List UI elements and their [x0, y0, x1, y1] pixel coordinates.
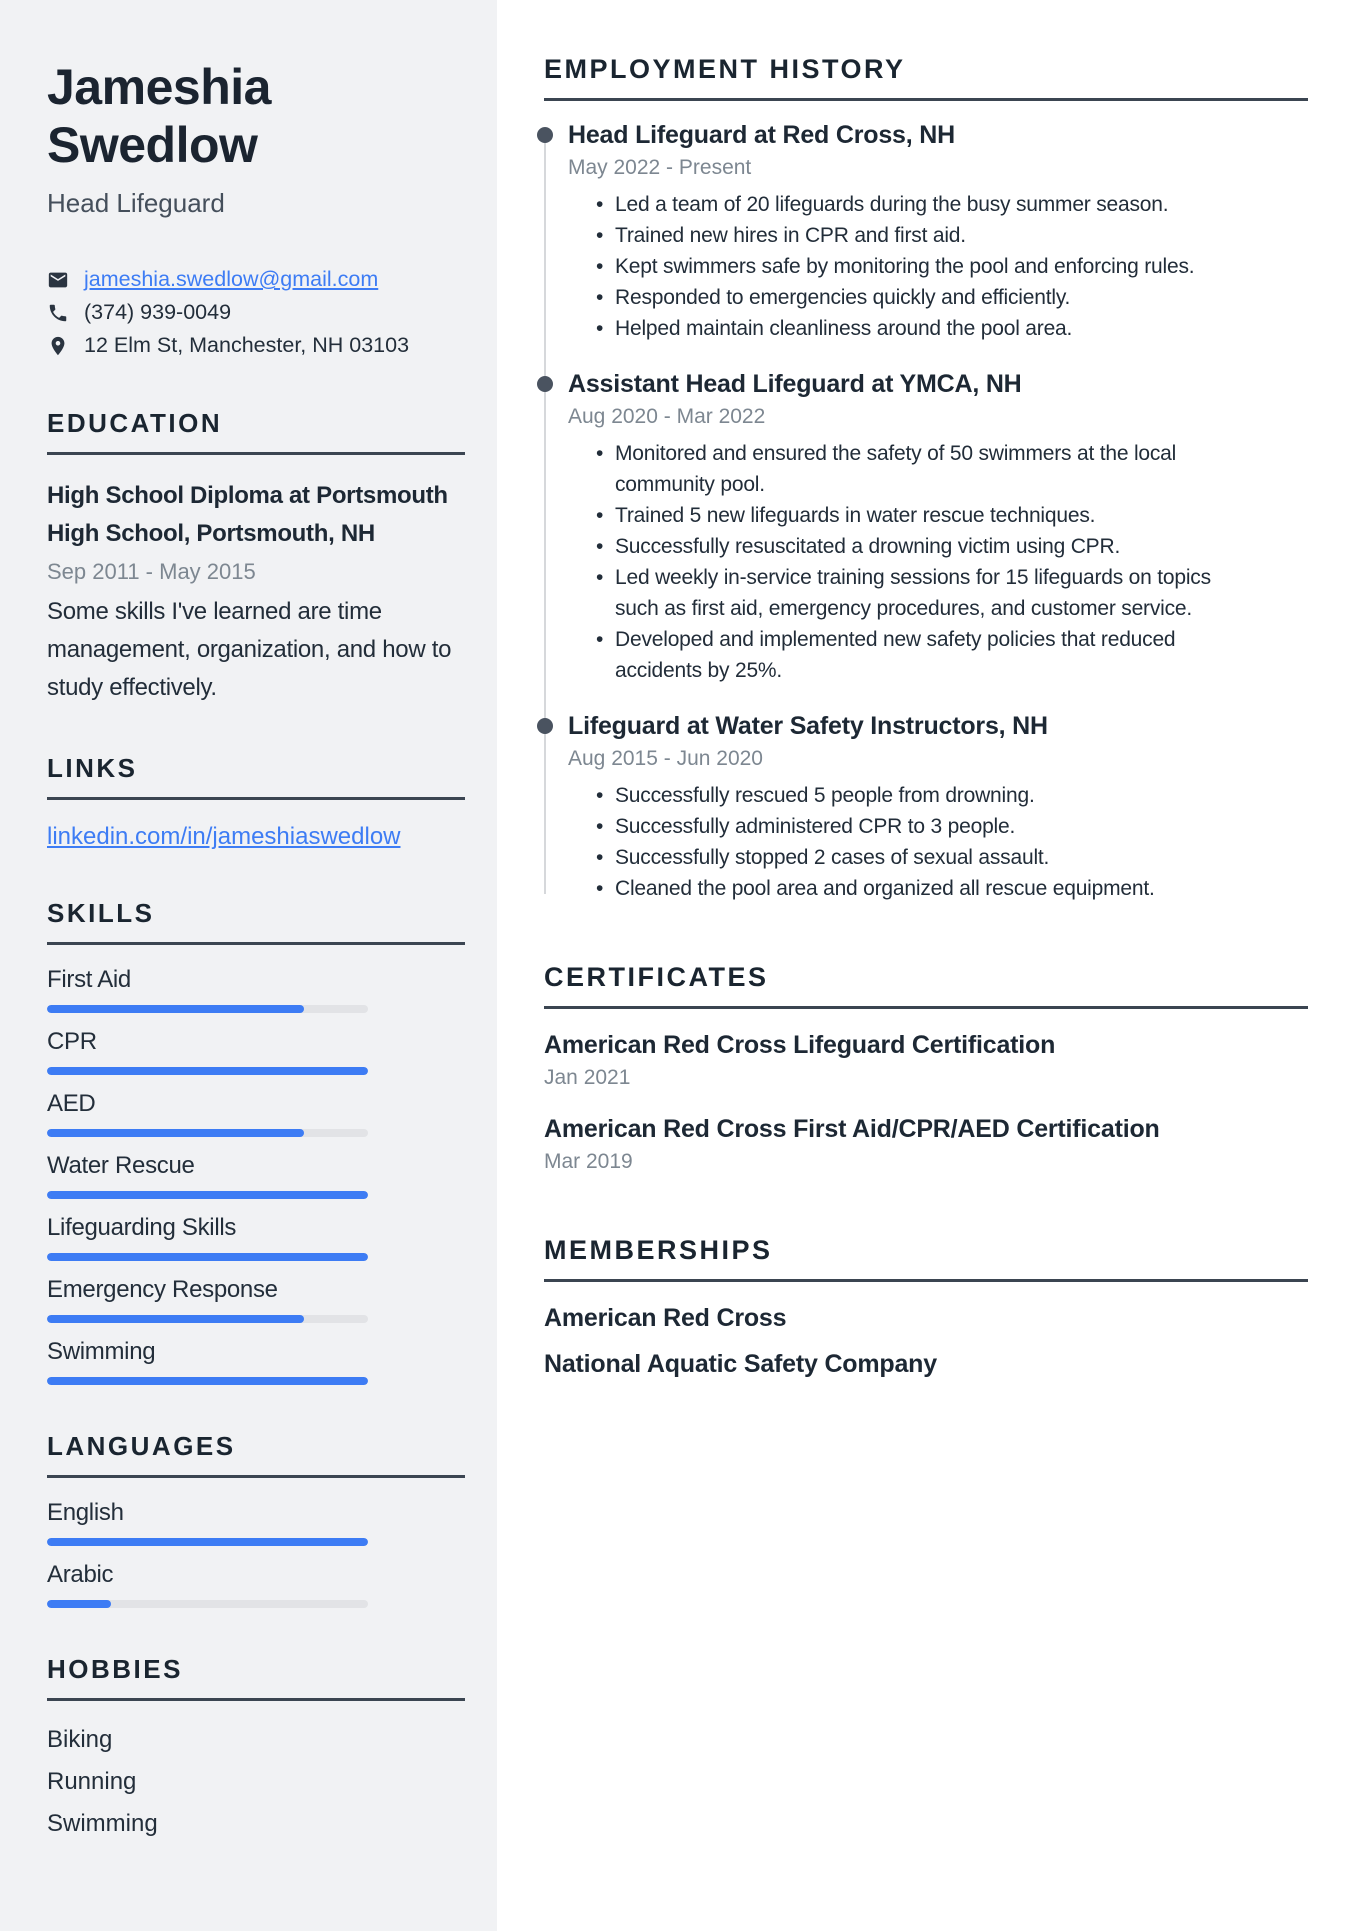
address-text: 12 Elm St, Manchester, NH 03103 [84, 333, 410, 357]
language-bar-fill [47, 1538, 368, 1546]
skill-item [47, 1151, 465, 1199]
skill-label: Emergency Response [47, 1276, 278, 1303]
skill-bar [47, 1005, 368, 1013]
links-heading: LINKS [47, 751, 465, 800]
skill-bar [47, 1067, 368, 1075]
person-name: Jameshia Swedlow [47, 59, 271, 173]
job-bullet: • Successfully resuscitated a drowning victim using CPR. [596, 531, 1256, 562]
job-bullet: • Trained new hires in CPR and first aid. [596, 220, 1256, 251]
links-list [47, 822, 465, 852]
job-title: Head Lifeguard at Red Cross, NH [568, 121, 955, 149]
job-entry [544, 368, 1308, 686]
skill-item [47, 1027, 465, 1075]
hobby-item: Biking [47, 1726, 113, 1753]
employment-heading: EMPLOYMENT HISTORY [544, 52, 1308, 101]
timeline-dot-icon [537, 376, 553, 392]
skill-bar [47, 1253, 368, 1261]
education-heading: EDUCATION [47, 406, 465, 455]
email-link[interactable]: jameshia.swedlow@gmail.com [84, 267, 379, 291]
phone-number: (374) 939-0049 [84, 300, 232, 324]
sidebar [0, 0, 497, 1931]
education-section [47, 406, 465, 707]
certificate-name: American Red Cross First Aid/CPR/AED Certification [544, 1115, 1160, 1143]
employment-section [544, 52, 1308, 904]
languages-list [47, 1498, 465, 1608]
skill-item [47, 965, 465, 1013]
skill-label: First Aid [47, 966, 131, 993]
job-date: May 2022 - Present [568, 156, 752, 179]
timeline-dot-icon [537, 718, 553, 734]
skill-bar-fill [47, 1067, 368, 1075]
certificate-name: American Red Cross Lifeguard Certification [544, 1031, 1056, 1059]
skill-label: Lifeguarding Skills [47, 1214, 237, 1241]
certificates-list [544, 1029, 1308, 1177]
contact-block [47, 263, 465, 362]
languages-section [47, 1429, 465, 1608]
job-entry [544, 119, 1308, 344]
job-entry [544, 710, 1308, 904]
job-bullet-list [568, 780, 1308, 904]
job-bullet: • Led weekly in-service training sessions for 15 lifeguards on topics such as first aid, emergency procedures, and customer service. [596, 562, 1256, 624]
skill-item [47, 1089, 465, 1137]
timeline-dot-icon [537, 127, 553, 143]
job-bullet: • Successfully rescued 5 people from drowning. [596, 780, 1256, 811]
language-bar [47, 1600, 368, 1608]
job-bullet: • Successfully administered CPR to 3 people. [596, 811, 1256, 842]
skill-bar-fill [47, 1315, 304, 1323]
job-bullet: • Kept swimmers safe by monitoring the pool and enforcing rules. [596, 251, 1256, 282]
skill-item [47, 1337, 465, 1385]
skill-label: Swimming [47, 1338, 156, 1365]
skill-label: AED [47, 1090, 96, 1117]
memberships-list [544, 1302, 1308, 1380]
language-bar [47, 1538, 368, 1546]
skill-item [47, 1213, 465, 1261]
education-description: Some skills I've learned are time management, organization, and how to study effectively. [47, 598, 452, 701]
skill-bar [47, 1377, 368, 1385]
language-label: English [47, 1499, 124, 1526]
skill-bar-fill [47, 1253, 368, 1261]
job-bullet: • Developed and implemented new safety policies that reduced accidents by 25%. [596, 624, 1256, 686]
skills-list [47, 965, 465, 1385]
job-bullet: • Monitored and ensured the safety of 50 swimmers at the local community pool. [596, 438, 1256, 500]
skill-bar [47, 1191, 368, 1199]
contact-address-row [47, 329, 465, 362]
language-item [47, 1560, 465, 1608]
location-pin-icon [47, 335, 69, 357]
hobby-item: Running [47, 1768, 137, 1795]
skills-section [47, 896, 465, 1385]
job-bullet: • Led a team of 20 lifeguards during the busy summer season. [596, 189, 1256, 220]
certificate-date: Jan 2021 [544, 1066, 631, 1089]
certificate-date: Mar 2019 [544, 1150, 633, 1173]
skill-bar-fill [47, 1005, 304, 1013]
membership-item: American Red Cross [544, 1304, 787, 1332]
certificates-section [544, 960, 1308, 1177]
memberships-section [544, 1233, 1308, 1380]
job-date: Aug 2020 - Mar 2022 [568, 405, 766, 428]
language-bar-fill [47, 1600, 111, 1608]
main-column [497, 0, 1366, 1931]
hobbies-list [47, 1719, 465, 1845]
phone-icon [47, 302, 69, 324]
contact-email-row [47, 263, 465, 296]
skills-heading: SKILLS [47, 896, 465, 945]
education-date: Sep 2011 - May 2015 [47, 559, 256, 584]
job-bullet: • Cleaned the pool area and organized all rescue equipment. [596, 873, 1256, 904]
job-bullet: • Helped maintain cleanliness around the pool area. [596, 313, 1256, 344]
hobbies-section [47, 1652, 465, 1845]
job-title: Assistant Head Lifeguard at YMCA, NH [568, 370, 1022, 398]
skill-item [47, 1275, 465, 1323]
certificate-item [544, 1113, 1308, 1177]
job-bullet: • Successfully stopped 2 cases of sexual assault. [596, 842, 1256, 873]
links-section [47, 751, 465, 852]
job-bullet-list [568, 438, 1308, 686]
certificate-item [544, 1029, 1308, 1093]
skill-bar-fill [47, 1129, 304, 1137]
language-label: Arabic [47, 1561, 114, 1588]
skill-bar-fill [47, 1191, 368, 1199]
memberships-heading: MEMBERSHIPS [544, 1233, 1308, 1282]
skill-bar [47, 1129, 368, 1137]
job-date: Aug 2015 - Jun 2020 [568, 747, 763, 770]
job-title: Lifeguard at Water Safety Instructors, NH [568, 712, 1048, 740]
certificates-heading: CERTIFICATES [544, 960, 1308, 1009]
skill-bar [47, 1315, 368, 1323]
job-bullet: • Trained 5 new lifeguards in water rescue techniques. [596, 500, 1256, 531]
hobby-item: Swimming [47, 1810, 158, 1837]
skill-label: CPR [47, 1028, 97, 1055]
job-bullet-list [568, 189, 1308, 344]
person-job-title: Head Lifeguard [47, 188, 225, 218]
mail-icon [47, 269, 69, 291]
employment-timeline [544, 119, 1308, 904]
hobbies-heading: HOBBIES [47, 1652, 465, 1701]
education-degree: High School Diploma at Portsmouth High School, Portsmouth, NH [47, 482, 448, 547]
skill-bar-fill [47, 1377, 368, 1385]
job-bullet: • Responded to emergencies quickly and efficiently. [596, 282, 1256, 313]
languages-heading: LANGUAGES [47, 1429, 465, 1478]
language-item [47, 1498, 465, 1546]
membership-item: National Aquatic Safety Company [544, 1350, 937, 1378]
skill-label: Water Rescue [47, 1152, 195, 1179]
linkedin-link[interactable]: linkedin.com/in/jameshiaswedlow [47, 823, 401, 850]
contact-phone-row [47, 296, 465, 329]
